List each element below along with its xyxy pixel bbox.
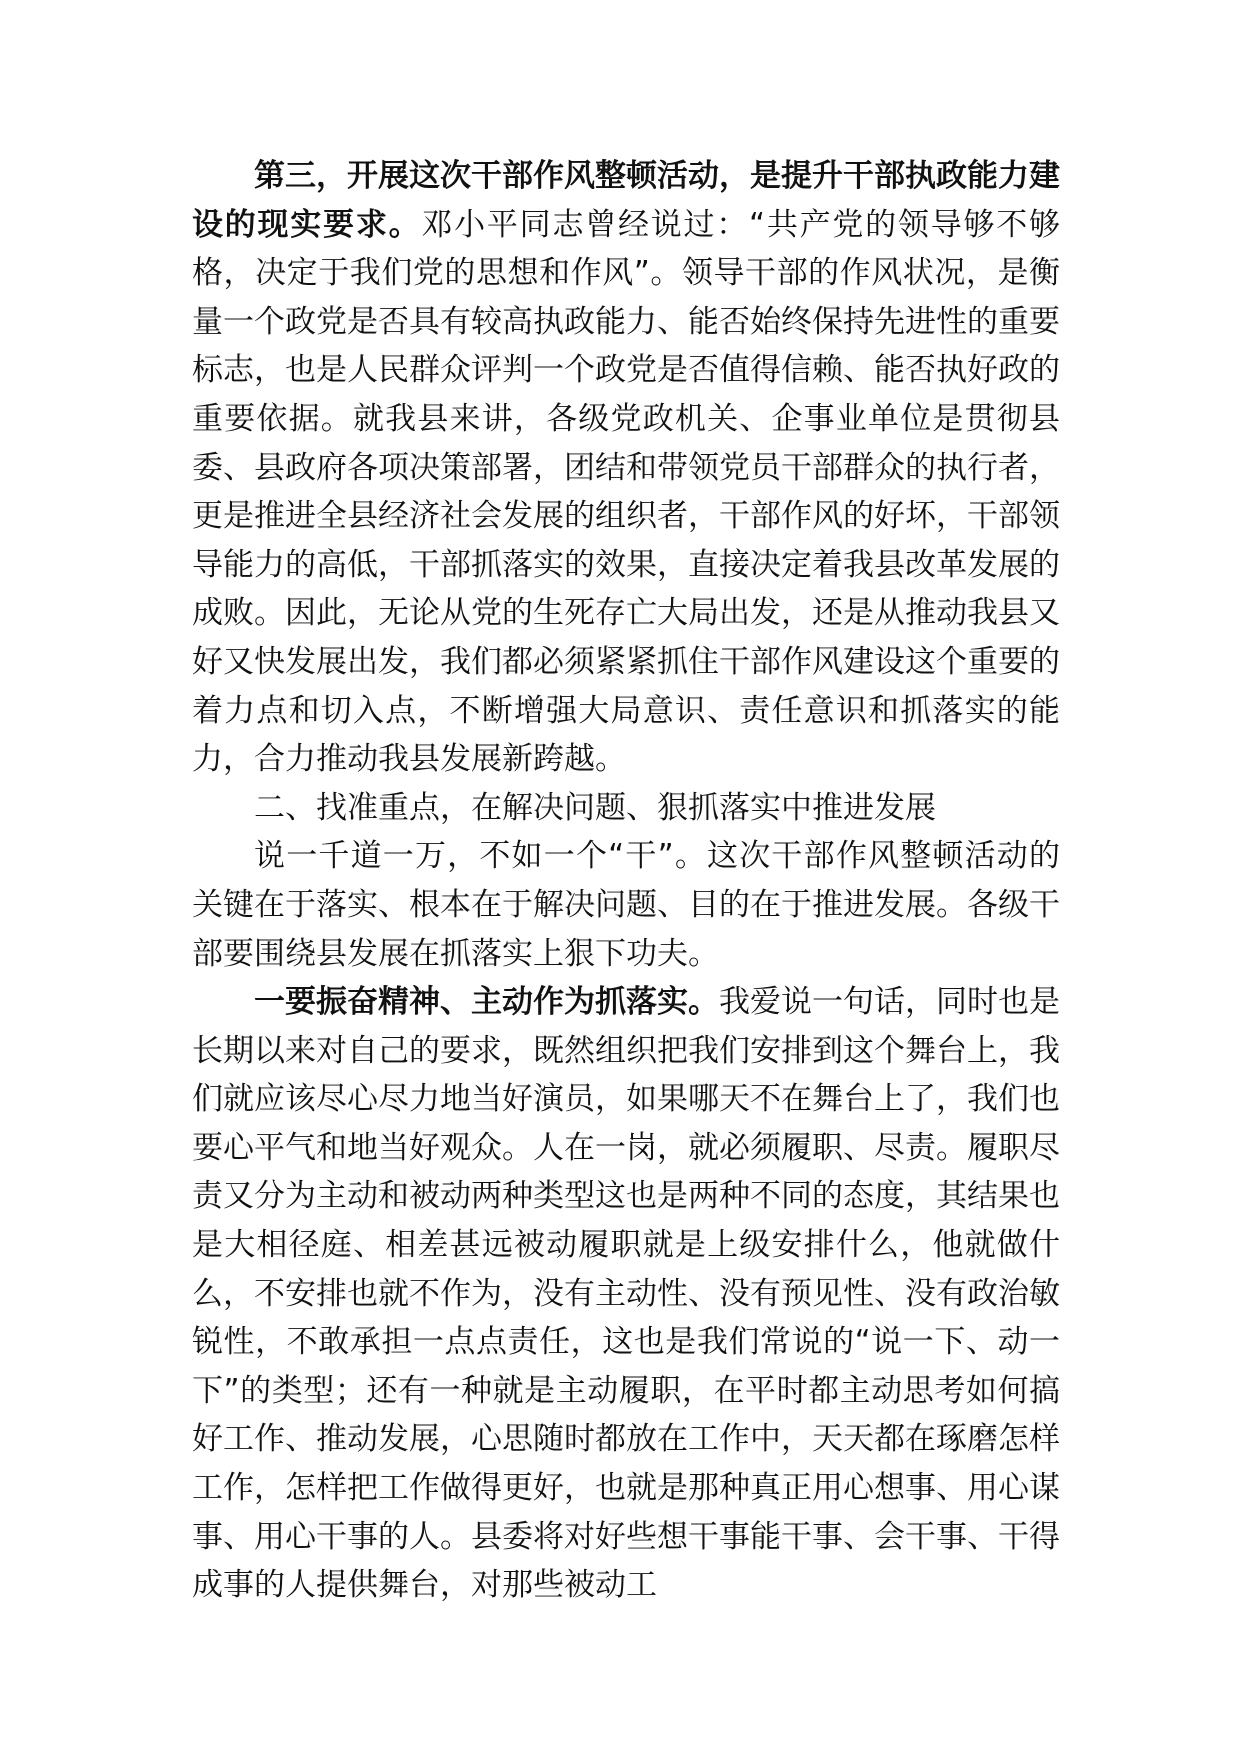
paragraph-third-point [192, 152, 1060, 784]
paragraph-body: 我爱说一句话，同时也是长期以来对自己的要求，既然组织把我们安排到这个舞台上，我们就应该尽心尽力地当好演员，如果哪天不在舞台上了，我们也要心平气和地当好观众。人在一岗，就必须履职、尽责。履职尽责又分为主动和被动两种类型这也是两种不同的态度，其结果也是大相径庭、相差甚远被动履职就是上级安排什么，他就做什么，不安排也就不作为，没有主动性、没有预见性、没有政治敏锐性，不敢承担一点点责任，这也是我们常说的“说一下、动一下”的类型；还有一种就是主动履职，在平时都主动思考如何搞好工作、推动发展，心思随时都放在工作中，天天都在琢磨怎样工作，怎样把工作做得更好，也就是那种真正用心想事、用心谋事、用心干事的人。县委将对好些想干事能干事、会干事、干得成事的人提供舞台，对那些被动工 [192, 984, 1060, 1604]
paragraph-lead-bold: 一要振奋精神、主动作为抓落实。 [254, 984, 719, 1021]
paragraph-body: 邓小平同志曾经说过：“共产党的领导够不够格，决定于我们党的思想和作风”。领导干部的作风状况，是衡量一个政党是否具有较高执政能力、能否始终保持先进性的重要标志，也是人民群众评判一个政党是否值得信赖、能否执好政的重要依据。就我县来讲，各级党政机关、企事业单位是贯彻县委、县政府各项决策部署，团结和带领党员干部群众的执行者，更是推进全县经济社会发展的组织者，干部作风的好坏，干部领导能力的高低，干部抓落实的效果，直接决定着我县改革发展的成败。因此，无论从党的生死存亡大局出发，还是从推动我县又好又快发展出发，我们都必须紧紧抓住干部作风建设这个重要的着力点和切入点，不断增强大局意识、责任意识和抓落实的能力，合力推动我县发展新跨越。 [192, 206, 1061, 778]
paragraph-lead-bold: 第三，开展这次干部作风整顿活动，是提升干部执政能力建设的现实要求。 [192, 158, 1060, 243]
paragraph-intro: 说一千道一万，不如一个“干”。这次干部作风整顿活动的关键在于落实、根本在于解决问题、目的在于推进发展。各级干部要围绕县发展在抓落实上狠下功夫。 [192, 838, 1060, 972]
section-heading: 二、找准重点，在解决问题、狠抓落实中推进发展 [254, 789, 936, 826]
paragraph-first-requirement [192, 978, 1060, 1610]
document-body [192, 152, 1060, 1610]
